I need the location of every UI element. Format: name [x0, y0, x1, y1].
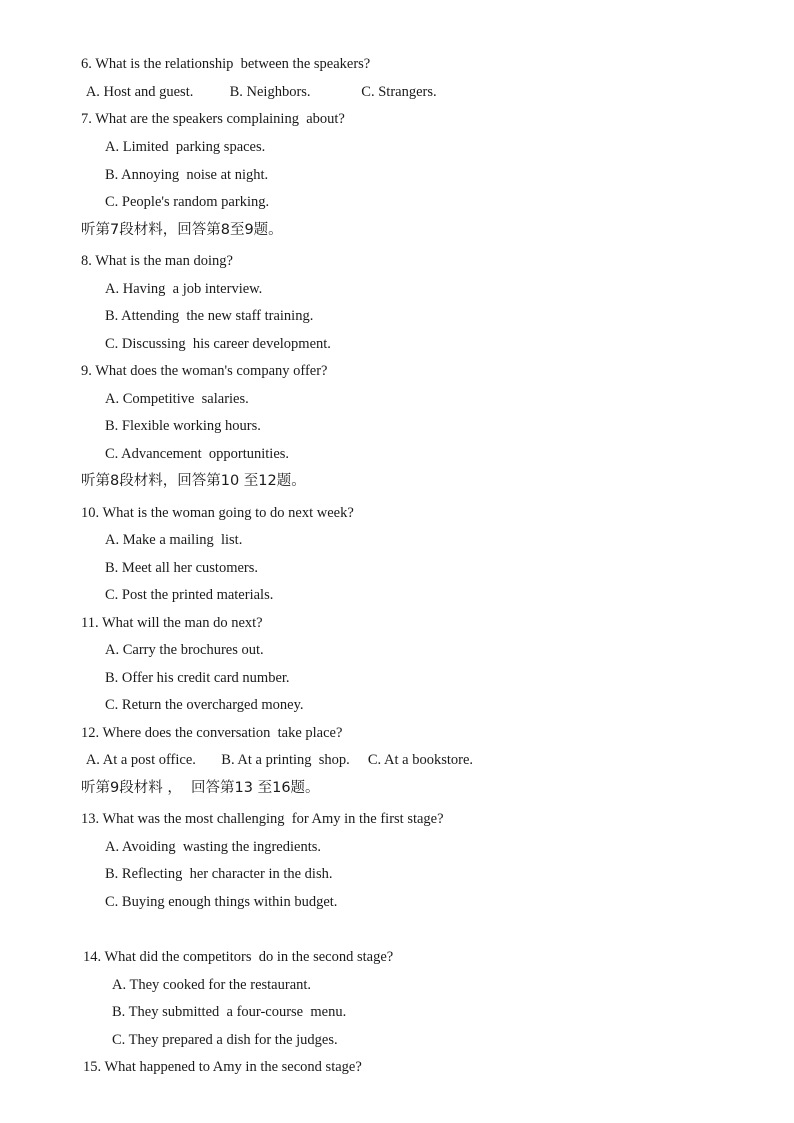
- question-9-option-b: B. Flexible working hours.: [105, 418, 261, 434]
- question-11-option-c: C. Return the overcharged money.: [105, 697, 304, 713]
- question-11-option-b: B. Offer his credit card number.: [105, 670, 290, 686]
- question-7-option-c: C. People's random parking.: [105, 194, 270, 210]
- question-9-option-c: C. Advancement opportunities.: [105, 446, 290, 462]
- question-7: 7. What are the speakers complaining about?: [81, 111, 345, 127]
- question-14-option-c: C. They prepared a dish for the judges.: [112, 1032, 338, 1048]
- question-11-option-a: A. Carry the brochures out.: [105, 642, 264, 658]
- question-10-option-c: C. Post the printed materials.: [105, 587, 274, 603]
- question-13-option-b: B. Reflecting her character in the dish.: [105, 866, 333, 882]
- question-14-option-a: A. They cooked for the restaurant.: [112, 977, 312, 993]
- question-8-option-c: C. Discussing his career development.: [105, 336, 331, 352]
- question-10: 10. What is the woman going to do next week?: [81, 505, 354, 521]
- section-heading-7: 听第7段材料，回答第8至9题。: [81, 222, 283, 238]
- section-heading-8: 听第8段材料，回答第10 至12题。: [81, 473, 306, 489]
- question-8: 8. What is the man doing?: [81, 253, 233, 269]
- question-12-options: A. At a post office. B. At a printing shop. C. At a bookstore.: [83, 752, 474, 768]
- question-7-option-b: B. Annoying noise at night.: [105, 167, 269, 183]
- question-8-option-a: A. Having a job interview.: [105, 281, 263, 297]
- question-14-option-b: B. They submitted a four-course menu.: [112, 1004, 347, 1020]
- question-13-option-a: A. Avoiding wasting the ingredients.: [105, 839, 321, 855]
- question-14: 14. What did the competitors do in the second stage?: [83, 949, 394, 965]
- question-6: 6. What is the relationship between the speakers?: [81, 56, 371, 72]
- question-7-option-a: A. Limited parking spaces.: [105, 139, 266, 155]
- question-9: 9. What does the woman's company offer?: [81, 363, 328, 379]
- question-6-options: A. Host and guest. B. Neighbors. C. Strangers.: [83, 84, 437, 100]
- question-12: 12. Where does the conversation take place?: [81, 725, 343, 741]
- question-9-option-a: A. Competitive salaries.: [105, 391, 249, 407]
- question-13: 13. What was the most challenging for Amy in the first stage?: [81, 811, 444, 827]
- question-10-option-b: B. Meet all her customers.: [105, 560, 259, 576]
- question-8-option-b: B. Attending the new staff training.: [105, 308, 314, 324]
- question-13-option-c: C. Buying enough things within budget.: [105, 894, 338, 910]
- question-15: 15. What happened to Amy in the second stage?: [83, 1059, 362, 1075]
- question-10-option-a: A. Make a mailing list.: [105, 532, 243, 548]
- question-11: 11. What will the man do next?: [81, 615, 263, 631]
- section-heading-9: 听第9段材料 ， 回答第13 至16题。: [81, 780, 320, 796]
